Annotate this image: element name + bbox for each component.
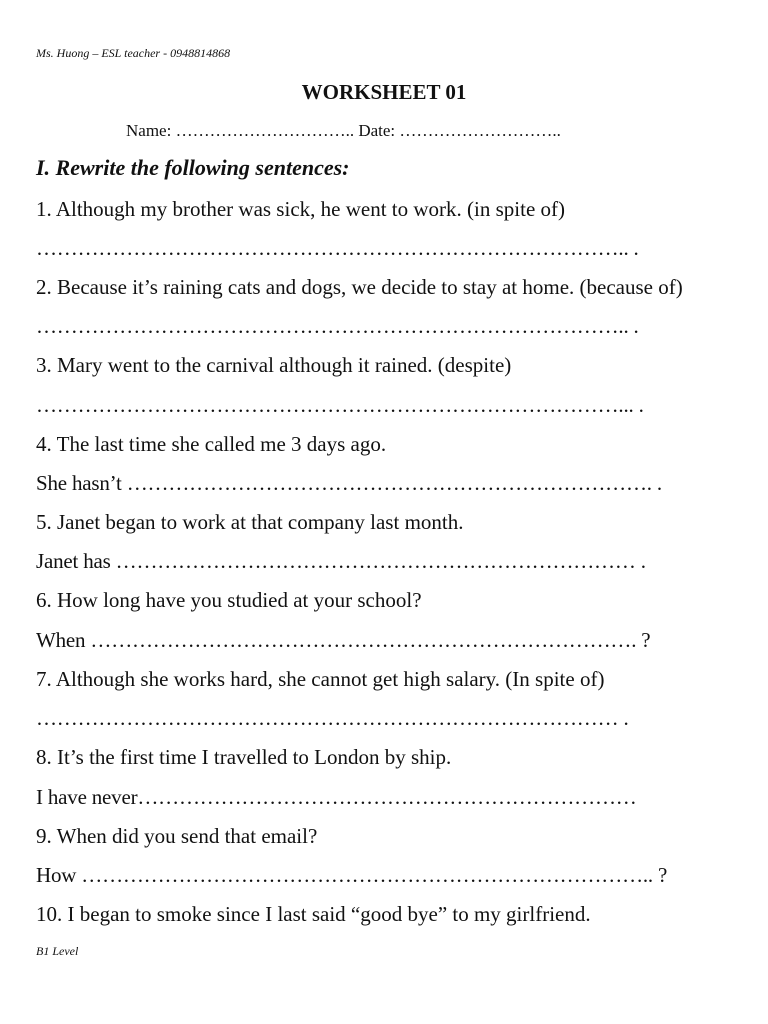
answer-line-1: ………………………………………………………………………….. . bbox=[36, 236, 639, 260]
question-3: 3. Mary went to the carnival although it rained. (despite) bbox=[36, 353, 512, 377]
question-8: 8. It’s the first time I travelled to London by ship. bbox=[36, 745, 452, 769]
answer-line-5: Janet has ………………………………………………………………… . bbox=[36, 549, 646, 573]
answer-line-7: ………………………………………………………………………… . bbox=[36, 706, 629, 730]
section-title: I. Rewrite the following sentences: bbox=[36, 155, 350, 180]
level-label: B1 Level bbox=[36, 944, 79, 958]
author-line: Ms. Huong – ESL teacher - 0948814868 bbox=[36, 46, 231, 60]
answer-line-9: How ……………………………………………………………………….. ? bbox=[36, 863, 668, 887]
answer-line-8: I have never……………………………………………………………… bbox=[36, 785, 637, 809]
question-7: 7. Although she works hard, she cannot get high salary. (In spite of) bbox=[36, 667, 605, 691]
answer-line-3: …………………………………………………………………………... . bbox=[36, 393, 644, 417]
question-10: 10. I began to smoke since I last said “good bye” to my girlfriend. bbox=[36, 902, 591, 926]
question-6: 6. How long have you studied at your school? bbox=[36, 588, 422, 612]
worksheet-title: WORKSHEET 01 bbox=[301, 80, 467, 104]
question-5: 5. Janet began to work at that company last month. bbox=[36, 510, 464, 534]
name-date-line: Name: ………………………….. Date: ……………………….. bbox=[126, 121, 561, 140]
answer-line-2: ………………………………………………………………………….. . bbox=[36, 314, 639, 338]
question-9: 9. When did you send that email? bbox=[36, 824, 318, 848]
question-2: 2. Because it’s raining cats and dogs, we decide to stay at home. (because of) bbox=[36, 275, 683, 299]
question-1: 1. Although my brother was sick, he went to work. (in spite of) bbox=[36, 197, 565, 221]
question-4: 4. The last time she called me 3 days ago. bbox=[36, 432, 387, 456]
answer-line-6: When ……………………………………………………………………. ? bbox=[36, 628, 651, 652]
answer-line-4: She hasn’t …………………………………………………………………. . bbox=[36, 471, 662, 495]
